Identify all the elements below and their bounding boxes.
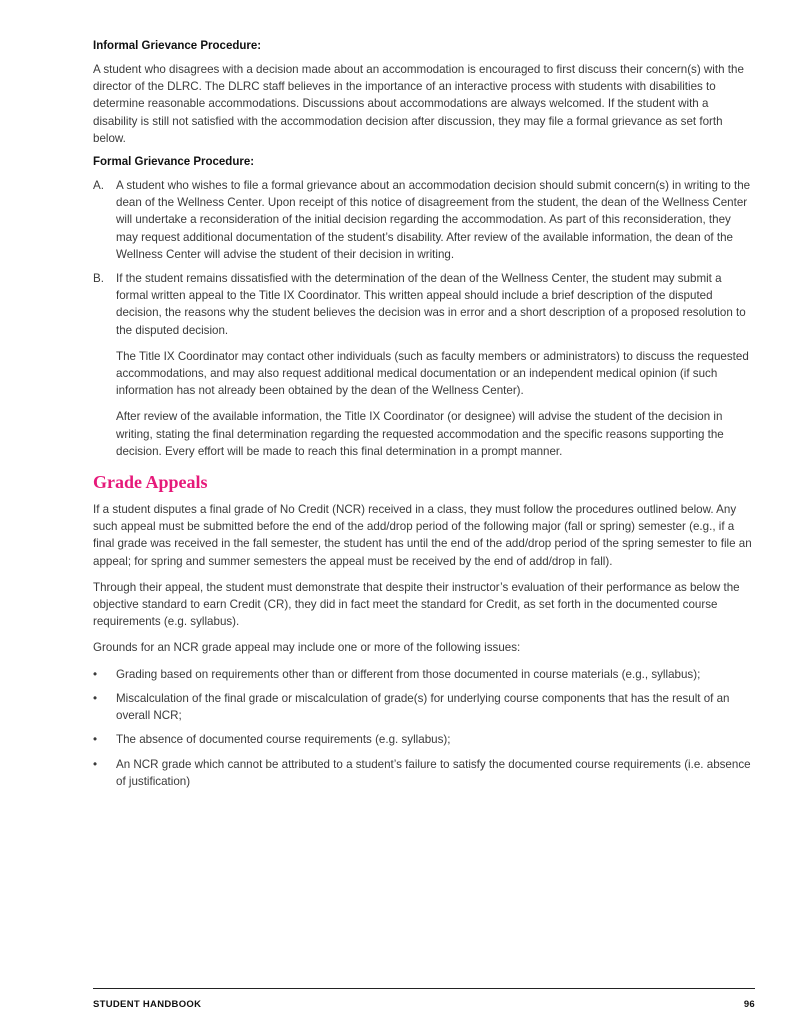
grade-appeals-paragraph: If a student disputes a final grade of No Credit (NCR) received in a class, they must follow the procedures outlined below. Any such appeal must be submitted before the end of the add/drop period of the following major (fall or spring) semester (e.g., if a final grade was received in the fall semester, the student has until the end of the add/drop period of the spring semester to file an appeal; for spring and summer semesters the appeal must be received by the end of add/drop in fall). xyxy=(93,503,752,568)
list-marker: A. xyxy=(93,179,104,193)
page-number: 96 xyxy=(743,999,755,1010)
list-marker: B. xyxy=(93,272,104,286)
list-item-text: Grading based on requirements other than or different from those documented in course materials (e.g., syllabus); xyxy=(116,667,701,681)
grade-appeals-heading: Grade Appeals xyxy=(93,472,208,493)
grade-appeals-paragraph: Through their appeal, the student must demonstrate that despite their instructor’s evaluation of their performance as below the objective standard to earn Credit (CR), they did in fact meet the standard for Credit, as set forth in the documented course requirements (e.g. syllabus). xyxy=(93,580,740,629)
list-item-text: A student who wishes to file a formal grievance about an accommodation decision should submit concern(s) in writing to the dean of the Wellness Center. Upon receipt of this notice of disagreement from the student, the dean of the Wellness Center will undertake a reconsideration of the initial decision regarding the accommodation. As part of this reconsideration, they may request additional documentation of the student’s disability. After review of the available information, the dean of the Wellness Center will advise the student of their decision in writing. xyxy=(116,179,751,261)
informal-grievance-text: A student who disagrees with a decision made about an accommodation is encouraged to first discuss their concern(s) with the director of the DLRC. The DLRC staff believes in the importance of an interactive process with students with disabilities to determine reasonable accommodations. Discussions about accommodations are always welcomed. If the student with a disability is still not satisfied with the accommodation decision after discussion, they may file a formal grievance as set forth below. xyxy=(93,63,744,145)
formal-grievance-item-a xyxy=(93,177,755,263)
page-content xyxy=(93,40,755,799)
list-item-subparagraph: The Title IX Coordinator may contact other individuals (such as faculty members or administrators) to discuss the requested accommodations, and may also request additional medical documentation or an independent medical opinion (if such information has not already been obtained by the dean of the Wellness Center). xyxy=(116,349,749,398)
list-item-text: If the student remains dissatisfied with the determination of the dean of the Wellness Center, the student may submit a formal written appeal to the Title IX Coordinator. This written appeal should include a brief description of the disputed decision, the reasons why the student believes the decision was in error and a short description of a proposed resolution to the disputed decision. xyxy=(116,272,746,337)
list-item xyxy=(93,690,755,724)
formal-grievance-heading: Formal Grievance Procedure: xyxy=(93,156,255,169)
bullet-icon: • xyxy=(93,733,98,747)
informal-grievance-heading: Informal Grievance Procedure: xyxy=(93,40,262,52)
grade-appeal-grounds-list xyxy=(93,666,755,790)
formal-grievance-item-b xyxy=(93,270,755,460)
list-item-text: An NCR grade which cannot be attributed to a student’s failure to satisfy the documented course requirements (i.e. absence of justification) xyxy=(116,757,751,788)
list-item-text: The absence of documented course requirements (e.g. syllabus); xyxy=(116,733,451,747)
footer-title: STUDENT HANDBOOK xyxy=(93,999,202,1010)
list-item-text: Miscalculation of the final grade or miscalculation of grade(s) for underlying course components that has the result of an overall NCR; xyxy=(116,691,730,723)
list-item xyxy=(93,756,755,790)
formal-grievance-list xyxy=(93,177,755,460)
bullet-icon: • xyxy=(93,691,98,705)
list-item-subparagraph: After review of the available information, the Title IX Coordinator (or designee) will advise the student of the decision in writing, stating the final determination regarding the requested accommodation and the specific reasons supporting the decision. Every effort will be made to reach this final determination in a prompt manner. xyxy=(116,410,724,458)
page-footer xyxy=(93,988,755,1010)
list-item xyxy=(93,731,755,748)
bullet-icon: • xyxy=(93,667,98,681)
grade-appeals-paragraph: Grounds for an NCR grade appeal may include one or more of the following issues: xyxy=(93,641,521,655)
list-item xyxy=(93,666,755,683)
bullet-icon: • xyxy=(93,757,98,771)
